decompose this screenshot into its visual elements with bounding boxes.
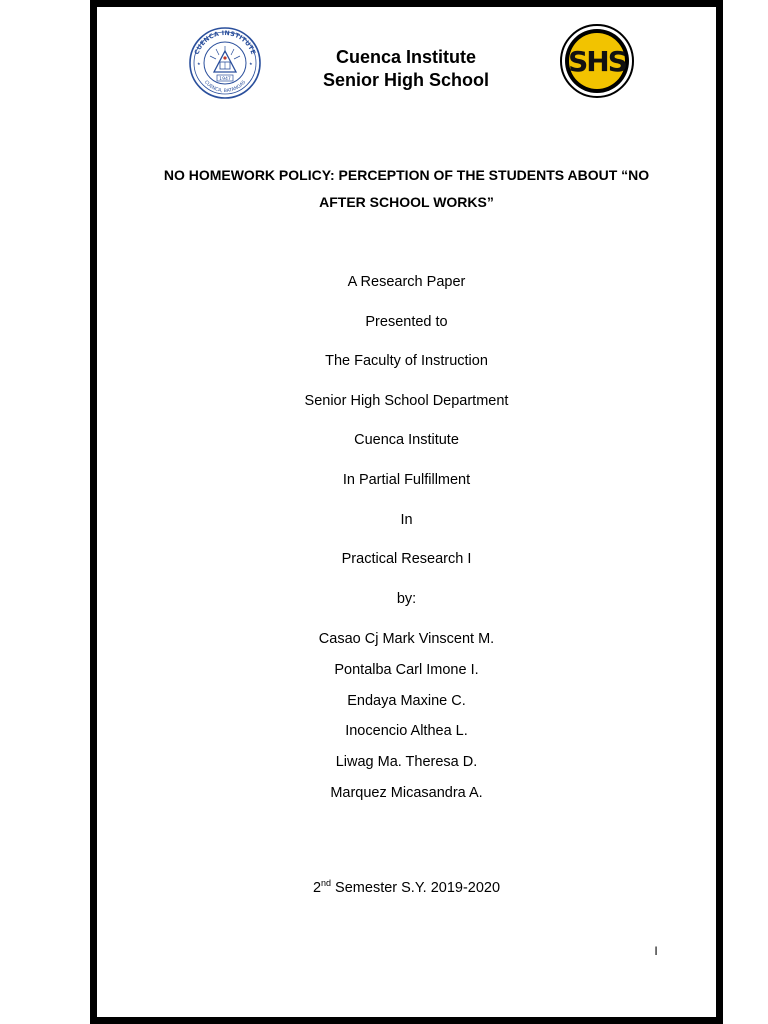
- presentation-line: In Partial Fulfillment: [342, 472, 471, 488]
- seal-ring-text-top: CUENCA INSTITUTE: [193, 29, 257, 56]
- seal-ring-text-bottom: CUENCA, BATANGAS: [202, 80, 248, 95]
- school-name-line2: Senior High School: [322, 70, 489, 90]
- author-name: Casao Cj Mark Vinscent M.: [318, 631, 495, 647]
- author-name: Endaya Maxine C.: [347, 693, 466, 709]
- seal-year: 1947: [219, 77, 231, 82]
- author-name: Marquez Micasandra A.: [330, 785, 483, 801]
- school-name-line1: Cuenca Institute: [335, 47, 477, 67]
- paper-title-line1: NO HOMEWORK POLICY: PERCEPTION OF THE STUDENTS ABOUT “NO: [163, 167, 650, 183]
- shs-badge-text: SHS: [568, 45, 626, 78]
- semester-ordinal: 2: [312, 880, 322, 896]
- semester-text: Semester S.Y. 2019-2020: [331, 880, 501, 896]
- cuenca-institute-seal-icon: [188, 26, 262, 100]
- presentation-line: The Faculty of Instruction: [325, 353, 488, 369]
- author-name: Inocencio Althea L.: [345, 723, 468, 739]
- presentation-line: Practical Research I: [341, 551, 472, 567]
- svg-text:★: ★: [197, 61, 201, 66]
- presentation-line: In: [400, 512, 413, 528]
- page-number: I: [654, 944, 658, 958]
- presentation-line: A Research Paper: [347, 274, 466, 290]
- svg-text:★: ★: [249, 61, 253, 66]
- author-name: Pontalba Carl Imone I.: [334, 662, 479, 678]
- semester-line: [120, 879, 693, 897]
- semester-ordinal-suffix: nd: [321, 878, 332, 889]
- shs-badge-icon: [559, 23, 635, 99]
- presentation-line: Senior High School Department: [304, 393, 509, 409]
- presentation-line: by:: [396, 591, 417, 607]
- presentation-line: Cuenca Institute: [354, 432, 459, 448]
- paper-title-line2: AFTER SCHOOL WORKS”: [319, 194, 494, 210]
- author-name: Liwag Ma. Theresa D.: [335, 754, 478, 770]
- presentation-line: Presented to: [365, 314, 448, 330]
